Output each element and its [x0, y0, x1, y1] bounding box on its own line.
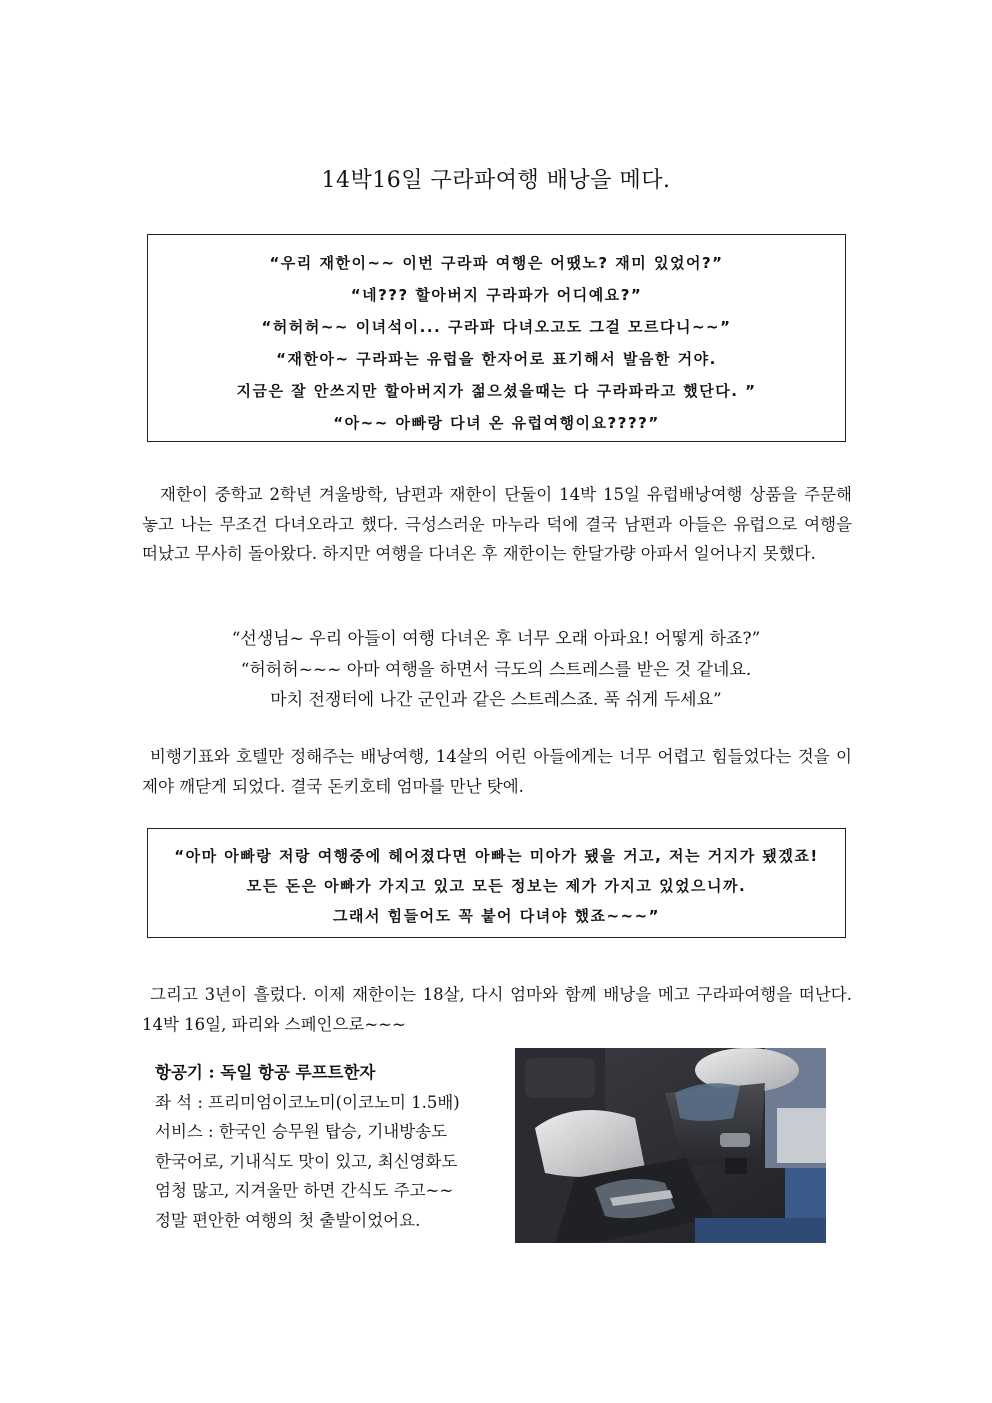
service-row: 엄청 많고, 지겨울만 하면 간식도 주고~~ — [155, 1181, 454, 1200]
dialogue-box-grandfather — [147, 234, 846, 442]
quote-line: “선생님~ 우리 아들이 여행 다녀온 후 너무 오래 아파요! 어떻게 하죠?” — [231, 629, 761, 649]
service-row: 정말 편안한 여행의 첫 출발이었어요. — [155, 1210, 421, 1230]
dialogue-line: “허허허~~ 이녀석이... 구라파 다녀오고도 그걸 모르다니~~” — [261, 318, 732, 336]
dialogue-box-son — [147, 828, 846, 938]
paragraph-new-trip: 그리고 3년이 흘렀다. 이제 재한이는 18살, 다시 엄마와 함께 배낭을 메고 구라파여행을 떠난다. 14박 16일, 파리와 스페인으로~~~ — [142, 985, 852, 1034]
service-row: 서비스 : 한국인 승무원 탑승, 기내방송도 — [155, 1122, 448, 1141]
airline-row: 항공기 : 독일 항공 루프트한자 — [155, 1063, 376, 1082]
dialogue-line: “재한아~ 구라파는 유럽을 한자어로 표기해서 발음한 거야. — [276, 350, 717, 368]
paragraph-first-trip: 재한이 중학교 2학년 겨울방학, 남편과 재한이 단둘이 14박 15일 유럽배낭여행 상품을 주문해 놓고 나는 무조건 다녀오라고 했다. 극성스러운 마누라 덕에 결국 남편과 아들은 유럽으로 여행을 떠났고 무사히 돌아왔다. 하지만 여행을 다녀온 후 재한이는 한달가량 아파서 일어나지 못했다. — [142, 485, 852, 563]
airplane-seat-illustration — [515, 1048, 826, 1243]
console-handle — [720, 1133, 750, 1147]
dialogue-line: 모든 돈은 아빠가 가지고 있고 모든 정보는 제가 가지고 있었으니까. — [246, 877, 747, 895]
service-row: 한국어로, 기내식도 맛이 있고, 최신영화도 — [155, 1151, 458, 1171]
window-shade — [777, 1108, 826, 1163]
console-latch — [725, 1158, 747, 1174]
pillow-left — [535, 1110, 645, 1177]
dialogue-line: 그래서 힘들어도 꼭 붙어 다녀야 했죠~~~” — [332, 907, 661, 925]
dialogue-line: “네??? 할아버지 구라파가 어디예요?” — [350, 286, 643, 304]
seat-headrest — [525, 1058, 595, 1098]
cabin-floor — [695, 1218, 826, 1243]
dialogue-line: “아~~ 아빠랑 다녀 온 유럽여행이요????” — [333, 414, 660, 432]
quote-line: “허허허~~~ 아마 여행을 하면서 극도의 스트레스를 받은 것 같네요. — [240, 659, 752, 680]
dialogue-line: “우리 재한이~~ 이번 구라파 여행은 어땠노? 재미 있었어?” — [269, 254, 724, 272]
seat-row: 좌 석 : 프리미엄이코노미(이코노미 1.5배) — [155, 1092, 460, 1112]
airplane-seat-photo — [515, 1048, 826, 1243]
page-title: 14박16일 구라파여행 배낭을 메다. — [321, 168, 671, 193]
blanket-pack — [675, 1083, 740, 1121]
quote-line: 마치 전쟁터에 나간 군인과 같은 스트레스죠. 푹 쉬게 두세요” — [270, 690, 722, 710]
dialogue-line: 지금은 잘 안쓰지만 할아버지가 젊으셨을때는 다 구라파라고 했단다. ” — [236, 382, 757, 400]
doctor-dialogue — [0, 624, 992, 716]
flight-info — [155, 1058, 500, 1235]
paragraph-realization: 비행기표와 호텔만 정해주는 배낭여행, 14살의 어린 아들에게는 너무 어렵고 힘들었다는 것을 이제야 깨닫게 되었다. 결국 돈키호테 엄마를 만난 탓에. — [142, 747, 852, 796]
dialogue-line: “아마 아빠랑 저랑 여행중에 헤어졌다면 아빠는 미아가 됐을 거고, 저는 거지가 됐겠죠! — [174, 847, 819, 865]
